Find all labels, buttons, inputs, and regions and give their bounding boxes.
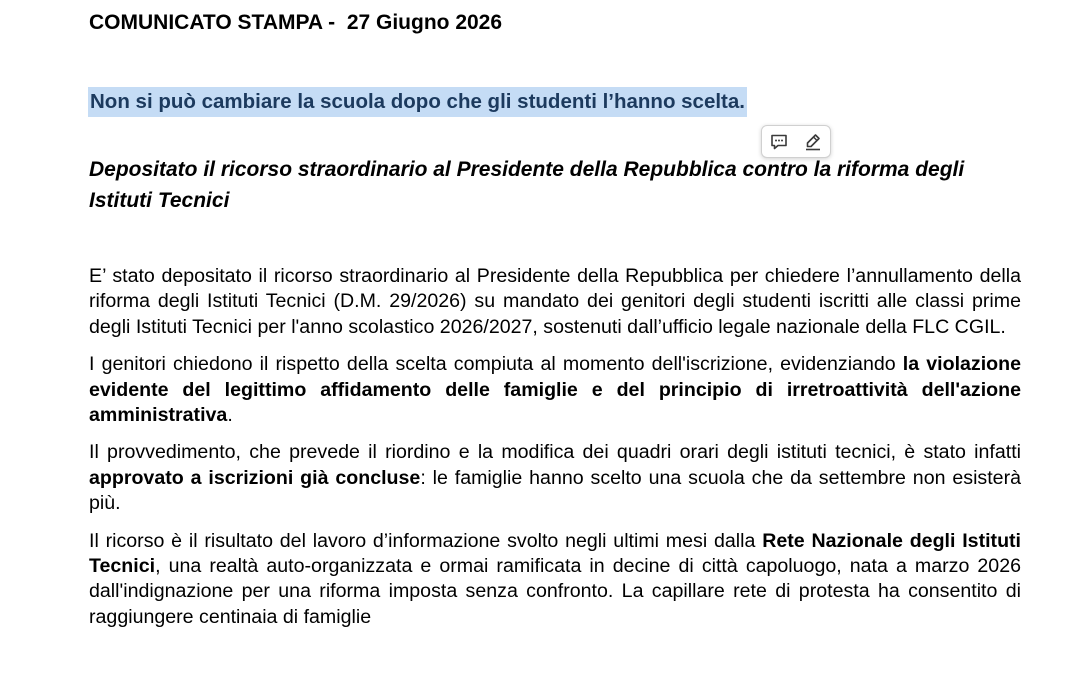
paragraph-2-end: . <box>227 404 233 427</box>
paragraph-4-bold: Rete Nazionale degli Istituti Tecnici <box>89 529 1022 578</box>
press-release-subtitle: Depositato il ricorso straordinario al Presidente della Repubblica contro la riforma degli Istituti Tecnici <box>89 158 965 212</box>
paragraph-3 <box>89 440 1021 516</box>
paragraph-2 <box>89 352 1021 428</box>
paragraph-4-end: , una realtà auto-organizzata e ormai ramificata in decine di città capoluogo, nata a marzo 2026 dall'indignazione per una riforma imposta senza confronto. La capillare rete di protesta ha consentito di raggiungere centinaia di famiglie <box>89 555 1021 628</box>
comment-icon <box>769 132 789 152</box>
paragraph-3-text: Il provvedimento, che prevede il riordino e la modifica dei quadri orari degli istituti tecnici, è stato infatti <box>89 441 1021 464</box>
add-comment-button[interactable] <box>766 129 792 155</box>
paragraph-3-bold: approvato a iscrizioni già concluse <box>89 466 421 489</box>
paragraph-2-text: I genitori chiedono il rispetto della scelta compiuta al momento dell'iscrizione, evidenziando <box>89 353 903 376</box>
highlighter-pen-icon <box>803 132 823 152</box>
paragraph-4 <box>89 529 1021 631</box>
press-release-body <box>89 264 1021 642</box>
paragraph-2-bold: la violazione evidente del legittimo affidamento delle famiglie e del principio di irretroattività dell'azione amministrativa <box>89 353 1021 427</box>
highlight-button[interactable] <box>800 129 826 155</box>
selected-headline[interactable]: Non si può cambiare la scuola dopo che gli studenti l’hanno scelta. <box>88 87 747 117</box>
paragraph-1: E’ stato depositato il ricorso straordinario al Presidente della Repubblica per chiedere l’annullamento della riforma degli Istituti Tecnici (D.M. 29/2026) su mandato dei genitori degli studenti iscritti alle classi prime degli Istituti Tecnici per l'anno scolastico 2026/2027, sostenuti dall’ufficio legale nazionale della FLC CGIL. <box>89 265 1021 338</box>
press-release-header: COMUNICATO STAMPA - 27 Giugno 2026 <box>89 11 503 34</box>
paragraph-3-end: : le famiglie hanno scelto una scuola che da settembre non esisterà più. <box>89 466 1021 515</box>
paragraph-4-text: Il ricorso è il risultato del lavoro d’informazione svolto negli ultimi mesi dalla <box>89 529 763 552</box>
